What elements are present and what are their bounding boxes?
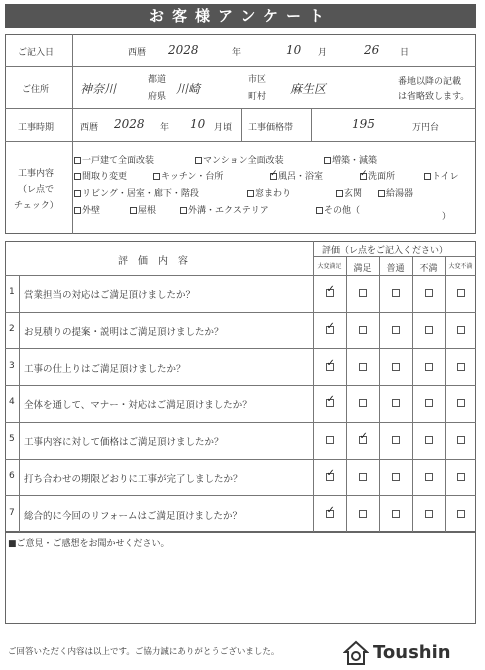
rating-header-0: 大変満足 (317, 263, 342, 270)
rating-header-1: 満足 (353, 264, 372, 274)
logo-text: Toushin (373, 642, 451, 663)
rating-checkbox-q6-0[interactable] (326, 473, 334, 481)
rating-checkbox-q5-2[interactable] (392, 436, 400, 444)
city-unit-top: 市区 (248, 75, 267, 85)
work-checkbox-label: 外溝・エクステリア (188, 206, 269, 216)
address-ward-value[interactable]: 麻生区 (290, 82, 327, 96)
checkbox-square[interactable] (360, 173, 367, 180)
address-pref-value[interactable]: 神奈川 (80, 82, 117, 96)
rating-checkbox-q2-1[interactable] (359, 326, 367, 334)
period-label: 工事時期 (18, 123, 55, 133)
work-checkbox-label: 一戸建て全面改装 (82, 156, 155, 166)
work-checkbox-label: 屋根 (138, 206, 157, 216)
work-checkbox-0[interactable] (74, 153, 154, 166)
question-number: 7 (9, 507, 15, 518)
checkbox-square[interactable] (378, 190, 385, 197)
work-checkbox-label: マンション全面改装 (203, 156, 284, 166)
question-text: 全体を通して、マナー・対応はご満足頂けましたか？ (24, 400, 252, 412)
work-checkbox-label: 間取り変更 (82, 172, 128, 182)
rating-checkbox-q5-4[interactable] (457, 436, 465, 444)
question-number: 4 (9, 397, 15, 408)
checkbox-square[interactable] (270, 173, 277, 180)
question-number: 3 (9, 360, 15, 371)
work-checkbox-10[interactable] (336, 186, 362, 199)
rating-header-4: 大変不満 (448, 263, 473, 270)
checkbox-square[interactable] (74, 157, 81, 164)
period-year-unit: 年 (160, 123, 170, 133)
row-divider (5, 495, 476, 496)
rating-checkbox-q2-2[interactable] (392, 326, 400, 334)
rating-checkbox-q1-0[interactable] (326, 289, 334, 297)
row-divider (5, 385, 476, 386)
house-logo-icon (343, 640, 369, 666)
work-label-3: チェック） (14, 201, 59, 211)
rating-column-divider (445, 256, 446, 532)
question-text: 工事内容に対して価格はご満足頂けましたか？ (24, 437, 224, 449)
question-number: 2 (9, 324, 15, 335)
row-divider (5, 348, 476, 349)
work-checkbox-6[interactable] (360, 169, 395, 182)
rating-checkbox-q5-1[interactable] (359, 436, 367, 444)
rating-checkbox-q1-4[interactable] (457, 289, 465, 297)
rating-checkbox-q2-0[interactable] (326, 326, 334, 334)
work-checkbox-7[interactable] (424, 169, 459, 182)
work-other-close: ） (442, 212, 452, 222)
row-divider (5, 459, 476, 460)
rating-checkbox-q4-2[interactable] (392, 399, 400, 407)
date-month-value[interactable]: 10 (286, 43, 302, 57)
rating-checkbox-q1-2[interactable] (392, 289, 400, 297)
work-checkbox-4[interactable] (153, 169, 223, 182)
work-checkbox-label: 洗面所 (368, 172, 396, 182)
checkbox-square[interactable] (180, 207, 187, 214)
pref-unit-bottom: 府県 (148, 92, 167, 102)
date-year-unit: 年 (232, 48, 242, 58)
work-checkbox-8[interactable] (74, 186, 199, 199)
survey-rating-header: 評価（レ点をご記入ください） (322, 246, 449, 256)
question-text: 営業担当の対応はご満足頂けましたか？ (24, 290, 196, 302)
question-text: お見積りの提案・説明はご満足頂けましたか？ (24, 327, 224, 339)
address-note-1: 番地以降の記載 (398, 77, 462, 87)
rating-checkbox-q3-4[interactable] (457, 363, 465, 371)
date-month-unit: 月 (318, 48, 328, 58)
rating-column-divider (379, 256, 380, 532)
rating-checkbox-q4-4[interactable] (457, 399, 465, 407)
period-month-value[interactable]: 10 (190, 117, 206, 131)
work-checkbox-15[interactable] (316, 203, 360, 216)
date-day-unit: 日 (400, 48, 410, 58)
address-label: ご住所 (22, 85, 50, 95)
question-number: 6 (9, 470, 15, 481)
rating-checkbox-q1-3[interactable] (425, 289, 433, 297)
work-checkbox-label: 玄関 (344, 189, 363, 199)
question-number: 1 (9, 287, 15, 298)
rating-checkbox-q4-3[interactable] (425, 399, 433, 407)
checkbox-square[interactable] (130, 207, 137, 214)
survey-table (5, 241, 476, 532)
work-checkbox-3[interactable] (74, 169, 127, 182)
period-month-unit: 月頃 (214, 123, 233, 133)
date-year-value[interactable]: 2028 (168, 43, 199, 57)
rating-checkbox-q6-1[interactable] (359, 473, 367, 481)
rating-checkbox-q3-0[interactable] (326, 363, 334, 371)
rating-checkbox-q1-1[interactable] (359, 289, 367, 297)
rating-checkbox-q2-4[interactable] (457, 326, 465, 334)
rating-checkbox-q6-3[interactable] (425, 473, 433, 481)
work-checkbox-2[interactable] (324, 153, 377, 166)
rating-column-divider (412, 256, 413, 532)
rating-checkbox-q5-0[interactable] (326, 436, 334, 444)
checkbox-square[interactable] (74, 190, 81, 197)
form-title: お客様アンケート (5, 4, 476, 28)
checkbox-square[interactable] (424, 173, 431, 180)
rating-checkbox-q7-1[interactable] (359, 510, 367, 518)
rating-checkbox-q4-1[interactable] (359, 399, 367, 407)
checkbox-square[interactable] (336, 190, 343, 197)
rating-checkbox-q2-3[interactable] (425, 326, 433, 334)
rating-checkbox-q5-3[interactable] (425, 436, 433, 444)
question-text: 総合的に今回のリフォームはご満足頂けましたか？ (24, 510, 243, 522)
row-divider (5, 312, 476, 313)
work-checkbox-label: 窓まわり (255, 189, 292, 199)
comments-label: ■ご意見・ご感想をお聞かせください。 (8, 539, 170, 549)
period-year-value[interactable]: 2028 (114, 117, 145, 131)
price-value[interactable]: 195 (352, 117, 375, 131)
date-day-value[interactable]: 26 (364, 43, 380, 57)
pref-unit-top: 都道 (148, 75, 167, 85)
rating-checkbox-q6-4[interactable] (457, 473, 465, 481)
question-text: 工事の仕上りはご満足頂けましたか？ (24, 363, 186, 375)
price-label: 工事価格帯 (248, 123, 294, 133)
rating-header-2: 普通 (386, 264, 405, 274)
rating-checkbox-q6-2[interactable] (392, 473, 400, 481)
work-checkbox-9[interactable] (247, 186, 291, 199)
rating-checkbox-q3-3[interactable] (425, 363, 433, 371)
address-note-2: は省略致します。 (398, 92, 470, 102)
rating-column-divider (346, 256, 347, 532)
work-label-2: （レ点で (18, 185, 55, 195)
work-label-1: 工事内容 (18, 169, 55, 179)
date-label: ご記入日 (18, 48, 55, 58)
question-number: 5 (9, 434, 15, 445)
checkbox-square[interactable] (153, 173, 160, 180)
work-checkbox-13[interactable] (130, 203, 156, 216)
checkbox-square[interactable] (74, 173, 81, 180)
checkbox-square[interactable] (195, 157, 202, 164)
date-era: 西暦 (128, 48, 147, 58)
work-checkbox-label: 外壁 (82, 206, 101, 216)
city-unit-bottom: 町村 (248, 92, 267, 102)
rating-checkbox-q4-0[interactable] (326, 399, 334, 407)
price-unit: 万円台 (412, 123, 440, 133)
period-era: 西暦 (80, 123, 99, 133)
rating-checkbox-q7-0[interactable] (326, 510, 334, 518)
rating-checkbox-q7-2[interactable] (392, 510, 400, 518)
rating-checkbox-q7-3[interactable] (425, 510, 433, 518)
checkbox-square[interactable] (247, 190, 254, 197)
rating-header-3: 不満 (419, 264, 438, 274)
company-logo (343, 640, 478, 668)
work-checkbox-label: キッチン・台所 (161, 172, 224, 182)
work-checkbox-label: 給湯器 (386, 189, 414, 199)
work-checkbox-11[interactable] (378, 186, 413, 199)
work-checkbox-12[interactable] (74, 203, 100, 216)
survey-content-header: 評 価 内 容 (118, 256, 188, 267)
work-checkbox-14[interactable] (180, 203, 269, 216)
work-checkbox-label: その他（ (324, 206, 361, 216)
rating-checkbox-q7-4[interactable] (457, 510, 465, 518)
footer-thanks: ご回答いただく内容は以上です。ご協力誠にありがとうございました。 (8, 647, 280, 657)
checkbox-square[interactable] (324, 157, 331, 164)
rating-checkbox-q3-2[interactable] (392, 363, 400, 371)
address-city-value[interactable]: 川崎 (176, 82, 201, 96)
work-checkbox-label: トイレ (432, 172, 459, 182)
checkbox-square[interactable] (316, 207, 323, 214)
work-checkbox-1[interactable] (195, 153, 284, 166)
work-checkbox-5[interactable] (270, 169, 323, 182)
question-text: 打ち合わせの期限どおりに工事が完了しましたか？ (24, 473, 243, 485)
work-checkbox-label: 増築・減築 (332, 156, 378, 166)
rating-checkbox-q3-1[interactable] (359, 363, 367, 371)
checkbox-square[interactable] (74, 207, 81, 214)
work-checkbox-label: 風呂・浴室 (278, 172, 324, 182)
row-divider (5, 422, 476, 423)
work-checkbox-label: リビング・居室・廊下・階段 (82, 189, 199, 199)
